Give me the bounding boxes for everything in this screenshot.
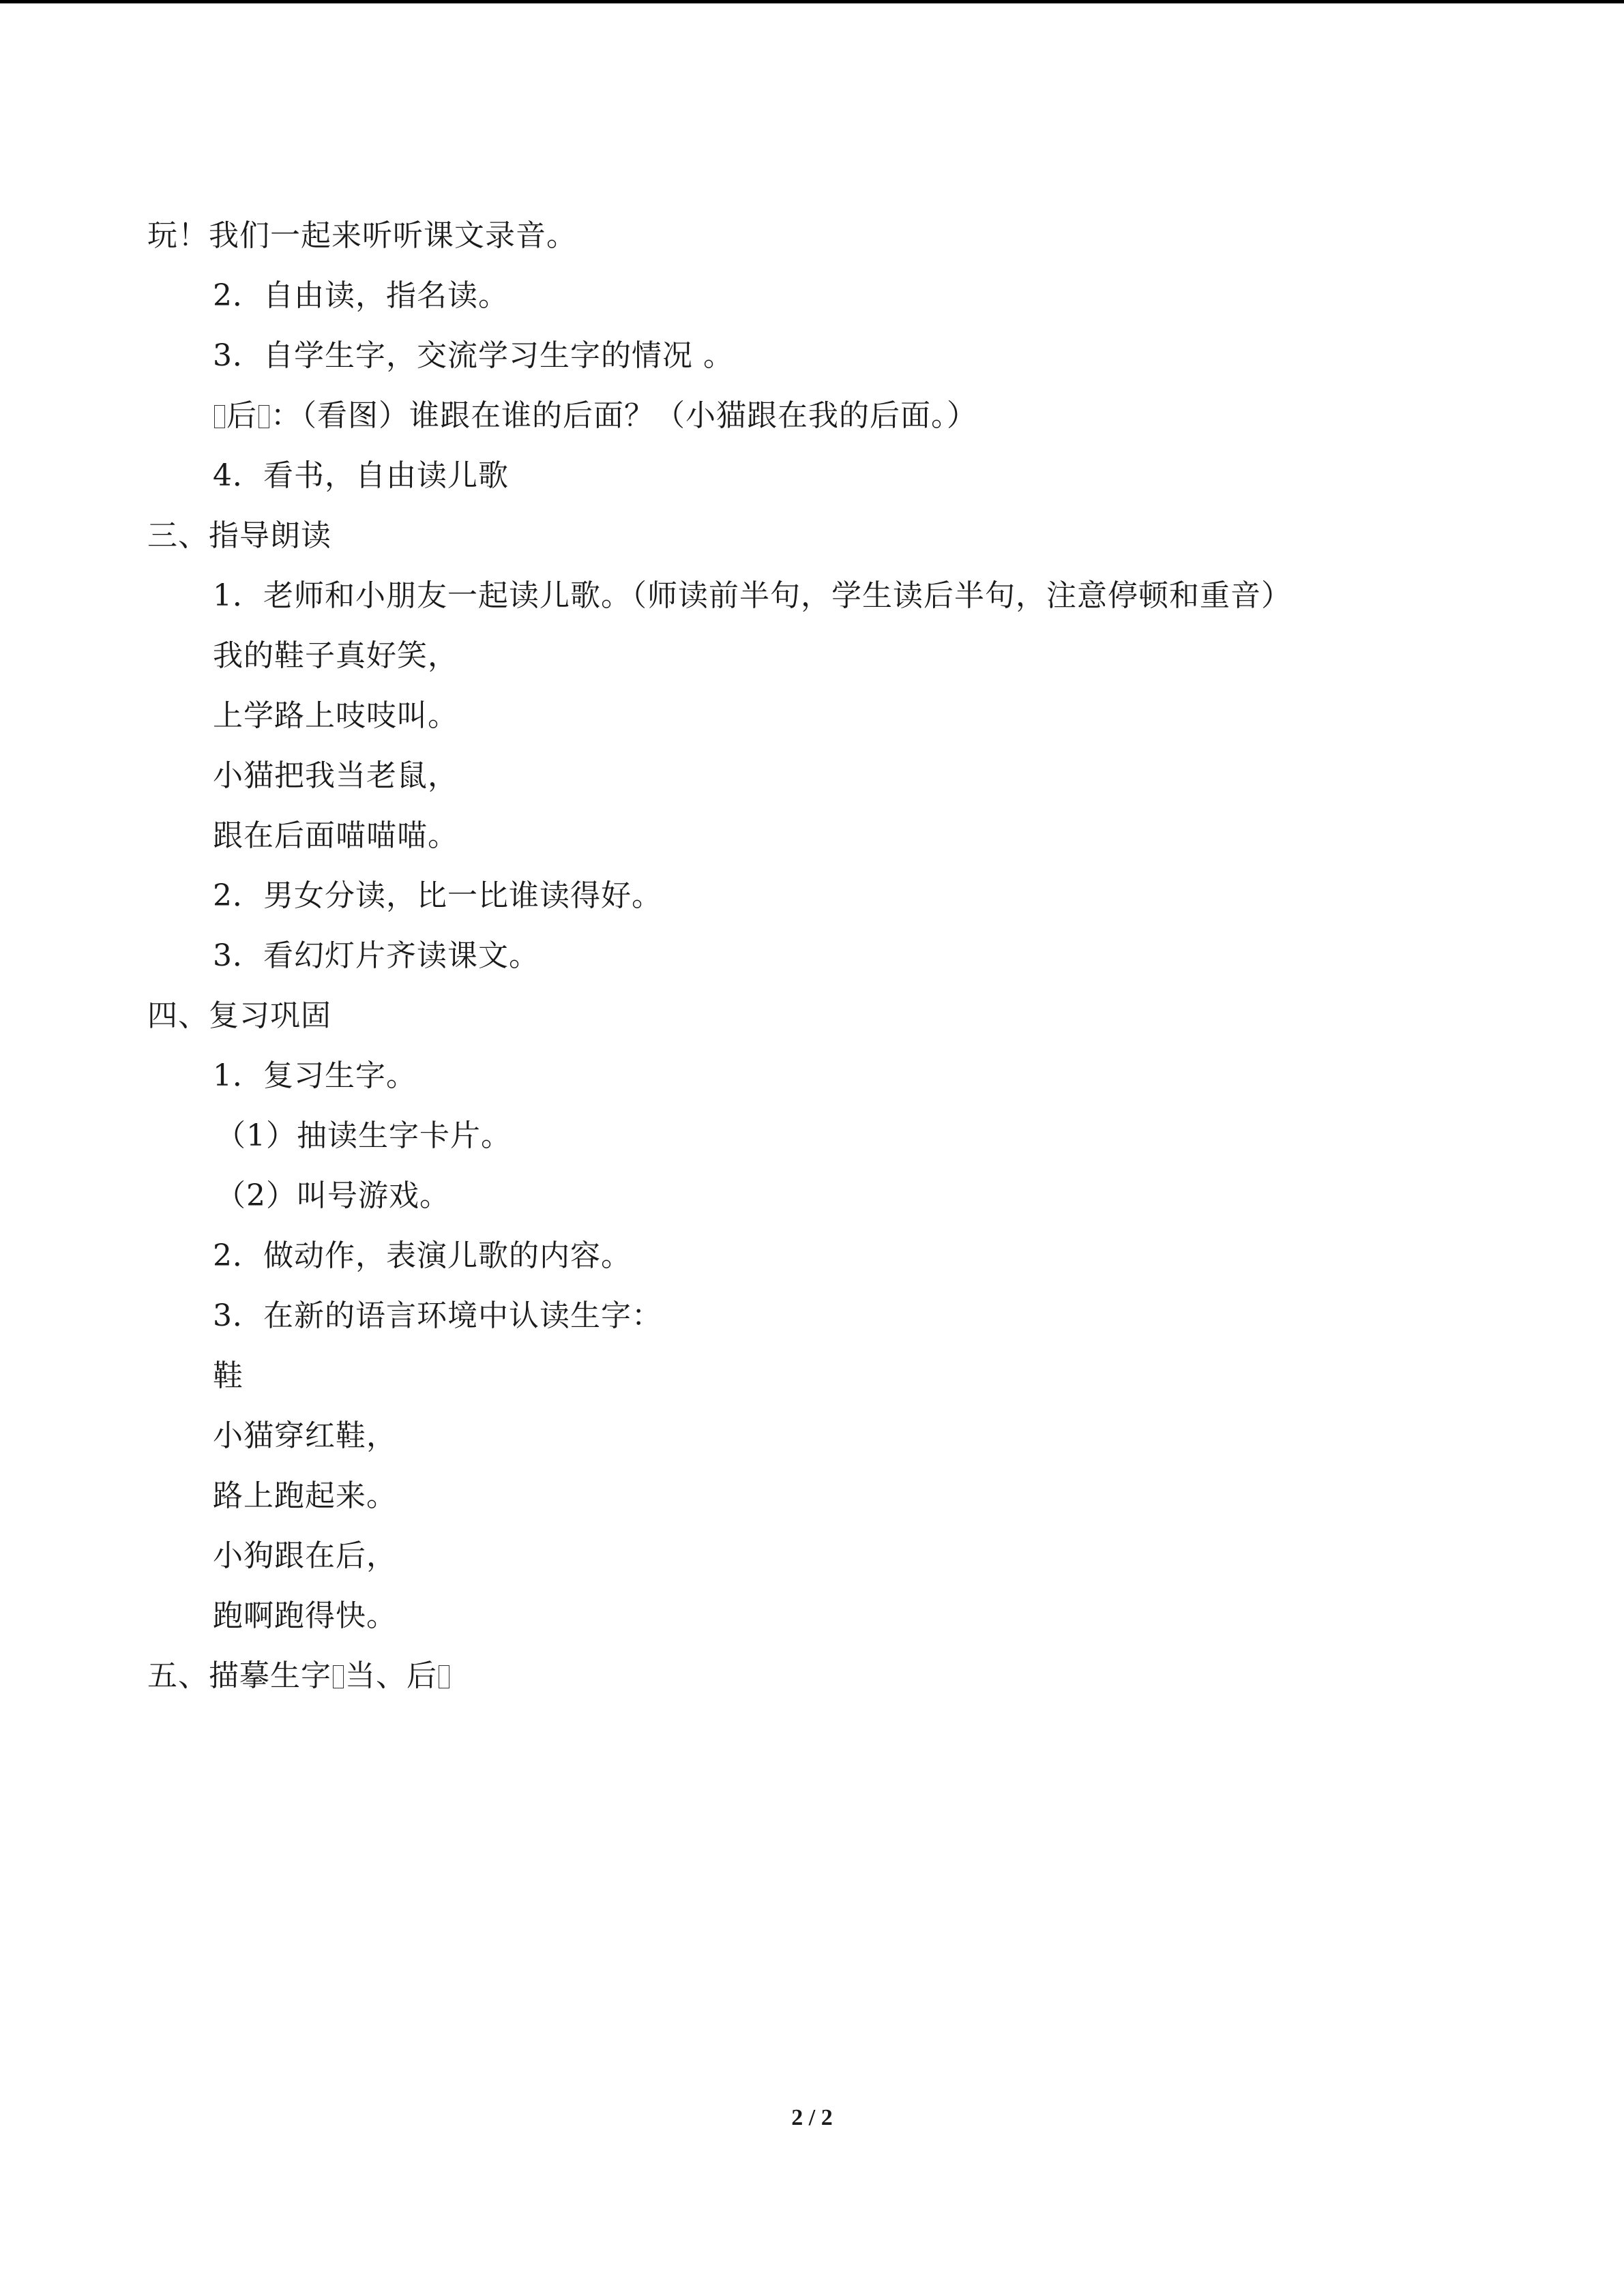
text-line: 3．在新的语言环境中认读生字： xyxy=(213,1298,662,1333)
text-line-glyph-placeholder xyxy=(213,397,977,435)
missing-glyph-box xyxy=(439,1665,449,1688)
missing-glyph-box xyxy=(333,1665,344,1688)
section-heading: 三、指导朗读 xyxy=(147,518,331,553)
text-line: 玩！我们一起来听听课文录音。 xyxy=(147,218,577,253)
poem-line: 小猫把我当老鼠， xyxy=(213,758,458,793)
text-line: 鞋 xyxy=(213,1358,243,1393)
poem-line: 我的鞋子真好笑， xyxy=(213,638,458,673)
text-line: 4．看书，自由读儿歌 xyxy=(213,458,509,493)
poem-line: 跑啊跑得快。 xyxy=(213,1598,397,1633)
text-segment: 五、描摹生字 xyxy=(147,1658,331,1693)
missing-glyph-box xyxy=(214,405,225,428)
text-line: （1）抽读生字卡片。 xyxy=(216,1118,512,1153)
text-line: 1．老师和小朋友一起读儿歌。（师读前半句，学生读后半句，注意停顿和重音） xyxy=(213,578,1292,613)
text-line: 1．复习生字。 xyxy=(213,1058,417,1093)
text-line: 2．男女分读，比一比谁读得好。 xyxy=(213,878,662,913)
poem-line: 小狗跟在后， xyxy=(213,1538,397,1573)
text-line: 2．做动作，表演儿歌的内容。 xyxy=(213,1238,632,1273)
page-number: 2 / 2 xyxy=(791,2105,833,2130)
text-line: 2．自由读，指名读。 xyxy=(213,278,509,313)
poem-line: 跟在后面喵喵喵。 xyxy=(213,818,458,853)
poem-line: 上学路上吱吱叫。 xyxy=(213,698,458,733)
poem-line: 路上跑起来。 xyxy=(213,1478,397,1513)
text-segment: ：（看图）谁跟在谁的后面？（小猫跟在我的后面。） xyxy=(271,398,977,433)
text-line: （2）叫号游戏。 xyxy=(216,1178,450,1213)
text-segment: 当、后 xyxy=(345,1658,437,1693)
page-top-border xyxy=(0,0,1624,3)
poem-line: 小猫穿红鞋， xyxy=(213,1418,397,1453)
missing-glyph-box xyxy=(259,405,269,428)
section-heading: 四、复习巩固 xyxy=(147,998,331,1033)
text-line: 3．看幻灯片齐读课文。 xyxy=(213,938,540,973)
text-segment: 后 xyxy=(226,398,257,433)
text-line: 3．自学生字，交流学习生字的情况 。 xyxy=(213,338,734,373)
section-heading xyxy=(147,1657,451,1695)
